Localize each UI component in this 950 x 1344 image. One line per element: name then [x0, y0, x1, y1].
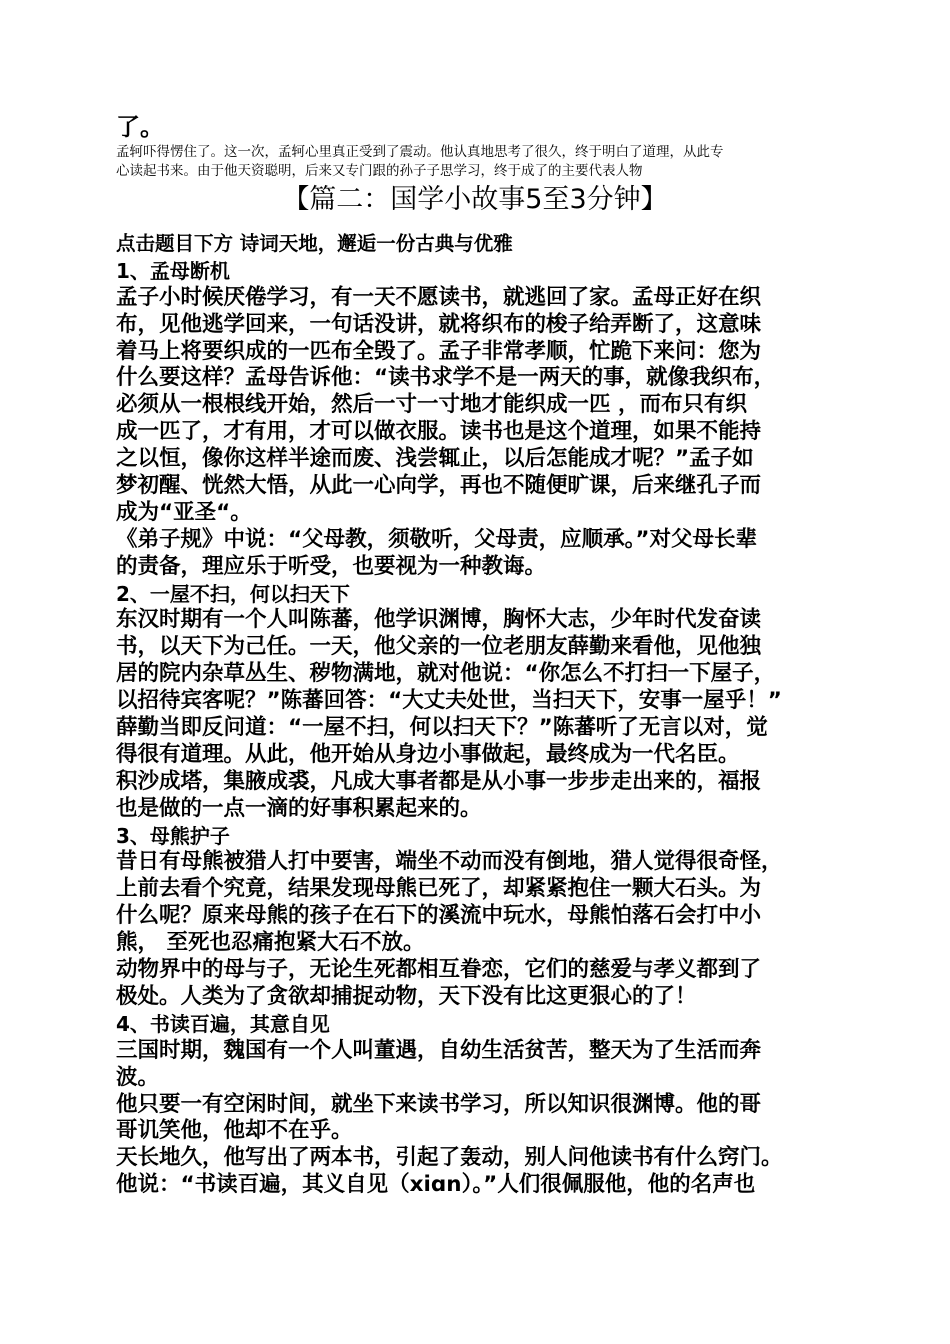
body-line: 哥讥笑他，他却不在乎。 [116, 1118, 353, 1144]
body-line: 动物界中的母与子，无论生死都相互眷恋，它们的慈爱与孝义都到了 [116, 957, 762, 983]
body-line: 上前去看个究竟，结果发现母熊已死了，却紧紧抱住一颗大石头。为 [116, 876, 762, 902]
body-line: 必须从一根根线开始，然后一寸一寸地才能织成一匹 ，而布只有织 [116, 392, 747, 418]
body-line: 什么要这样？孟母告诉他：“读书求学不是一两天的事，就像我织布， [116, 365, 776, 391]
body-line: 东汉时期有一个人叫陈蕃，他学识渊博，胸怀大志，少年时代发奋读 [116, 607, 762, 633]
body-line: 天长地久，他写出了两本书，引起了轰动，别人问他读书有什么窍门。 [116, 1145, 783, 1171]
body-line: 他说：“书读百遍，其义自见（xiɑn）。”人们很佩服他，他的名声也 [116, 1172, 756, 1198]
body-line: 什么呢？原来母熊的孩子在石下的溪流中玩水，母熊怕落石会打中小 [116, 903, 762, 929]
body-line: 波。 [116, 1064, 160, 1090]
story-title: 3、母熊护子 [116, 823, 230, 848]
body-line: 《弟子规》中说：“父母教，须敬听，父母责，应顺承。”对父母长辈 [116, 526, 758, 552]
story-title: 4、书读百遍，其意自见 [116, 1011, 330, 1036]
story-title: 1、孟母断机 [116, 258, 230, 283]
lead-line: 点击题目下方 诗词天地，邂逅一份古典与优雅 [116, 232, 513, 255]
body-line: 布，见他逃学回来，一句话没讲，就将织布的梭子给弄断了，这意味 [116, 311, 762, 337]
body-line: 孟子小时候厌倦学习，有一天不愿读书，就逃回了家。孟母正好在织 [116, 284, 762, 310]
body-line: 得很有道理。从此，他开始从身边小事做起，最终成为一代名臣。 [116, 741, 740, 767]
intro-line: 心读起书来。由于他天资聪明，后来又专门跟的孙子子思学习，终于成了的主要代表人物 [116, 163, 643, 179]
previous-page-fragment: 了。 [116, 113, 164, 141]
body-line: 薛勤当即反问道：“一屋不扫，何以扫天下？”陈蕃听了无言以对，觉 [116, 715, 768, 741]
intro-paragraph [116, 143, 852, 181]
intro-line: 孟轲吓得愣住了。这一次，孟轲心里真正受到了震动。他认真地思考了很久，终于明白了道理，从此专 [116, 144, 724, 160]
body-line: 梦初醒、恍然大悟，从此一心向学，再也不随便旷课，后来继孔子而 [116, 473, 762, 499]
story-title: 2、一屋不扫，何以扫天下 [116, 581, 350, 606]
body-line: 之以恒，像你这样半途而废、浅尝辄止，以后怎能成才呢？”孟子如 [116, 446, 754, 472]
body-line: 三国时期，魏国有一个人叫董遇，自幼生活贫苦，整天为了生活而奔 [116, 1037, 762, 1063]
body-line: 他只要一有空闲时间，就坐下来读书学习，所以知识很渊博。他的哥 [116, 1091, 762, 1117]
body-line: 熊， 至死也忍痛抱紧大石不放。 [116, 930, 425, 956]
body-line: 居的院内杂草丛生、秽物满地，就对他说：“你怎么不打扫一下屋子， [116, 661, 776, 687]
section-heading: 【篇二：国学小故事5至3分钟】 [282, 184, 668, 215]
story-body [116, 231, 856, 1199]
body-line: 书，以天下为己任。一天，他父亲的一位老朋友薛勤来看他，见他独 [116, 634, 762, 660]
body-line: 昔日有母熊被猎人打中要害，端坐不动而没有倒地，猎人觉得很奇怪， [116, 849, 783, 875]
body-line: 以招待宾客呢？”陈蕃回答：“大丈夫处世，当扫天下，安事一屋乎！” [116, 688, 782, 714]
body-line: 的责备，理应乐于听受，也要视为一种教诲。 [116, 553, 547, 579]
body-line: 积沙成塔，集腋成裘，凡成大事者都是从小事一步步走出来的，福报 [116, 768, 762, 794]
body-line: 成为“亚圣“。 [116, 499, 252, 525]
body-line: 也是做的一点一滴的好事积累起来的。 [116, 795, 482, 821]
body-line: 成一匹了，才有用，才可以做衣服。读书也是这个道理，如果不能持 [116, 419, 762, 445]
body-line: 着马上将要织成的一匹布全毁了。孟子非常孝顺，忙跪下来问：您为 [116, 338, 762, 364]
body-line: 极处。人类为了贪欲却捕捉动物，天下没有比这更狠心的了！ [116, 983, 697, 1009]
